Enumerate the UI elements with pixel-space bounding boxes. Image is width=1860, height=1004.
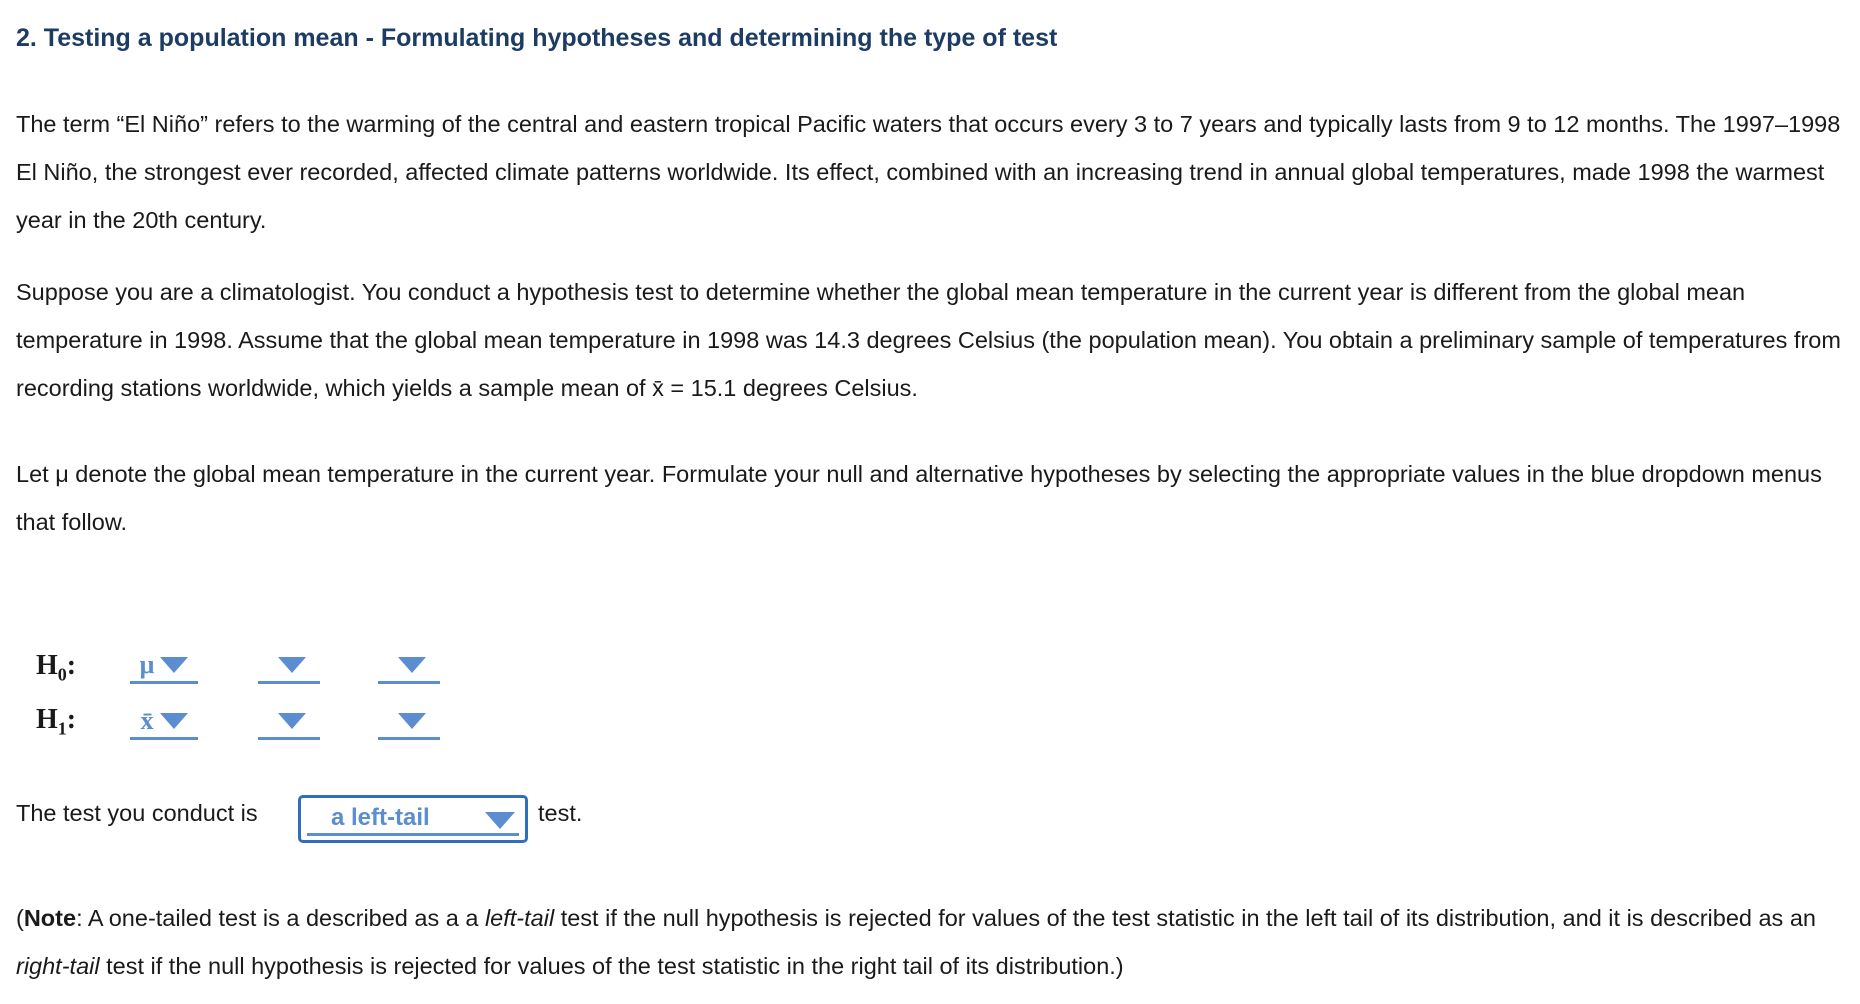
h1-label: $H_1$: [36, 704, 77, 739]
h0-parameter-value: μ [139, 649, 155, 679]
h0-label: $H_0$: [36, 650, 77, 685]
caret-down-icon [485, 812, 515, 829]
note-label: Note [23, 905, 77, 931]
h0-parameter-dropdown[interactable] [130, 648, 198, 684]
test-type-dropdown[interactable] [298, 795, 528, 843]
h1-relation-dropdown[interactable] [258, 704, 320, 740]
caret-down-icon [278, 657, 306, 673]
paragraph-scenario: Suppose you are a climatologist. You conduct a hypothesis test to determine whether the global mean temperature in the current year is different from the global mean temperature in 1998. Assume that the global mean temperature in 1998 was 14.3 degrees Celsius (the population mean). You obtain a preliminary sample of temperatures from recording stations worldwide, which yields a sample mean of x̄ = 15.1 degrees Celsius. [16, 279, 1841, 401]
h1-value-dropdown[interactable] [378, 704, 440, 740]
page-title: 2. Testing a population mean - Formulating hypotheses and determining the type of test [16, 24, 1058, 52]
test-type-selected: a left-tail [331, 804, 430, 831]
test-type-prefix: The test you conduct is [16, 800, 258, 826]
paragraph-el-nino: The term “El Niño” refers to the warming of the central and eastern tropical Pacific waters that occurs every 3 to 7 years and typically lasts from 9 to 12 months. The 1997–1998 El Niño, the strongest ever recorded, affected climate patterns worldwide. Its effect, combined with an increasing trend in annual global temperatures, made 1998 the warmest year in the 20th century. [16, 111, 1841, 233]
h0-relation-dropdown[interactable] [258, 648, 320, 684]
caret-down-icon [398, 657, 426, 673]
h0-value-dropdown[interactable] [378, 648, 440, 684]
test-type-suffix: test. [538, 800, 583, 826]
h1-parameter-value: x̄ [140, 705, 154, 735]
caret-down-icon [160, 657, 188, 673]
caret-down-icon [278, 713, 306, 729]
h1-parameter-dropdown[interactable] [130, 704, 198, 740]
note-paragraph: (Note: A one-tailed test is a described as a a left-tail test if the null hypothesis is rejected for values of the test statistic in the left tail of its distribution, and it is described as an right-tail test if the null hypothesis is rejected for values of the test statistic in the right tail of its distribution.) [16, 905, 1816, 979]
caret-down-icon [398, 713, 426, 729]
caret-down-icon [160, 713, 188, 729]
paragraph-instructions: Let μ denote the global mean temperature in the current year. Formulate your null and alternative hypotheses by selecting the appropriate values in the blue dropdown menus that follow. [16, 461, 1822, 535]
